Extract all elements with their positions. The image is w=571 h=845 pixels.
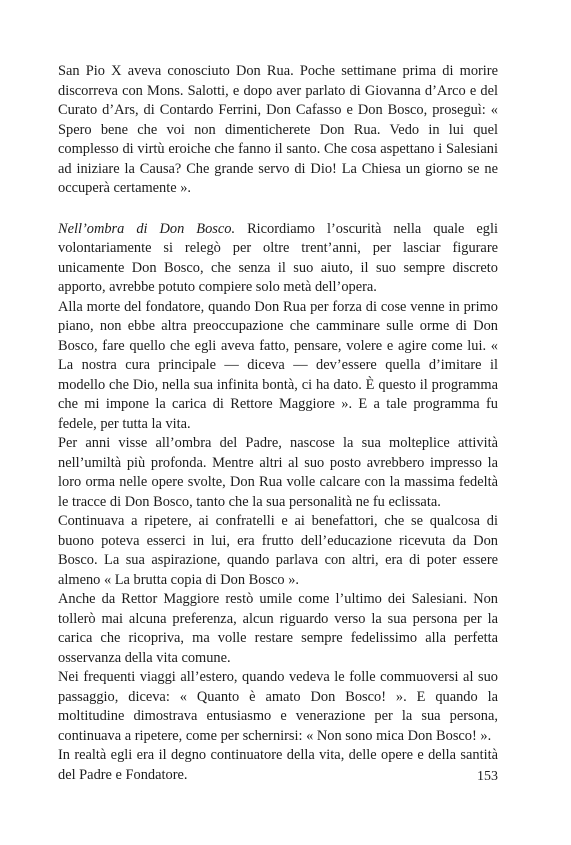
paragraph [58,220,498,298]
paragraph-text: Ricordiamo l’oscurità nella quale egli volontariamente si relegò per oltre trent’anni, per lasciar figurare unicamente Don Bosco, che senza il suo aiuto, il suo sempre discreto apporto, avrebbe potuto compiere solo metà dell’opera. [58,220,499,295]
paragraph: Anche da Rettor Maggiore restò umile come l’ultimo dei Salesiani. Non tollerò mai alcuna preferenza, alcun riguardo verso la sua persona per la carica che ricopriva, ma volle restare sempre fedelissimo alla perfetta osservanza della vita comune. [58,591,498,666]
paragraph: San Pio X aveva conosciuto Don Rua. Poche settimane prima di morire discorreva con Mons. Salotti, e dopo aver parlato di Giovanna d’Arco e del Curato d’Ars, di Contardo Ferrini, Don Cafasso e Don Bosco, proseguì: « Spero bene che voi non dimenticherete Don Rua. Vedo in lui quel complesso di virtù eroiche che fanno il santo. Che cosa aspettano i Salesiani ad iniziare la Causa? Che grande servo di Dio! La Chiesa un giorno se ne occuperà certamente ». [58,63,498,196]
paragraph: In realtà egli era il degno continuatore della vita, delle opere e della santità del Padre e Fondatore. [58,747,498,783]
paragraph: Continuava a ripetere, ai confratelli e ai benefattori, che se qualcosa di buono poteva esserci in lui, era frutto dell’educazione ricevuta da Don Bosco. La sua aspirazione, quando parlava con altri, era di poter essere almeno « La brutta copia di Don Bosco ». [58,513,498,588]
section-heading: Nell’ombra di Don Bosco. [58,220,236,237]
paragraph: Nei frequenti viaggi all’estero, quando vedeva le folle commuoversi al suo passaggio, diceva: « Quanto è amato Don Bosco! ». E quando la moltitudine dimostrava entusiasmo e venerazione per la sua persona, continuava a ripetere, come per schernirsi: « Non sono mica Don Bosco! ». [58,669,498,744]
section-spacer [58,199,498,220]
page-number: 153 [477,769,498,784]
body-text [58,62,498,785]
paragraph: Alla morte del fondatore, quando Don Rua per forza di cose venne in primo piano, non ebbe altra preoccupazione che camminare sulle orme di Don Bosco, fare quello che egli aveva fatto, pensare, volere e agire come lui. « La nostra cura principale — diceva — dev’essere quella d’imitare il modello che Dio, nella sua infinita bontà, ci ha dato. È questo il programma che mi impone la carica di Rettore Maggiore ». E a tale programma fu fedele, per tutta la vita. [58,298,498,432]
paragraph: Per anni visse all’ombra del Padre, nascose la sua molteplice attività nell’umiltà più profonda. Mentre altri al suo posto avrebbero impresso la loro orma nelle opere svolte, Don Rua volle calcare con la massima fedeltà le tracce di Don Bosco, tanto che la sua personalità ne fu eclissata. [58,435,498,510]
